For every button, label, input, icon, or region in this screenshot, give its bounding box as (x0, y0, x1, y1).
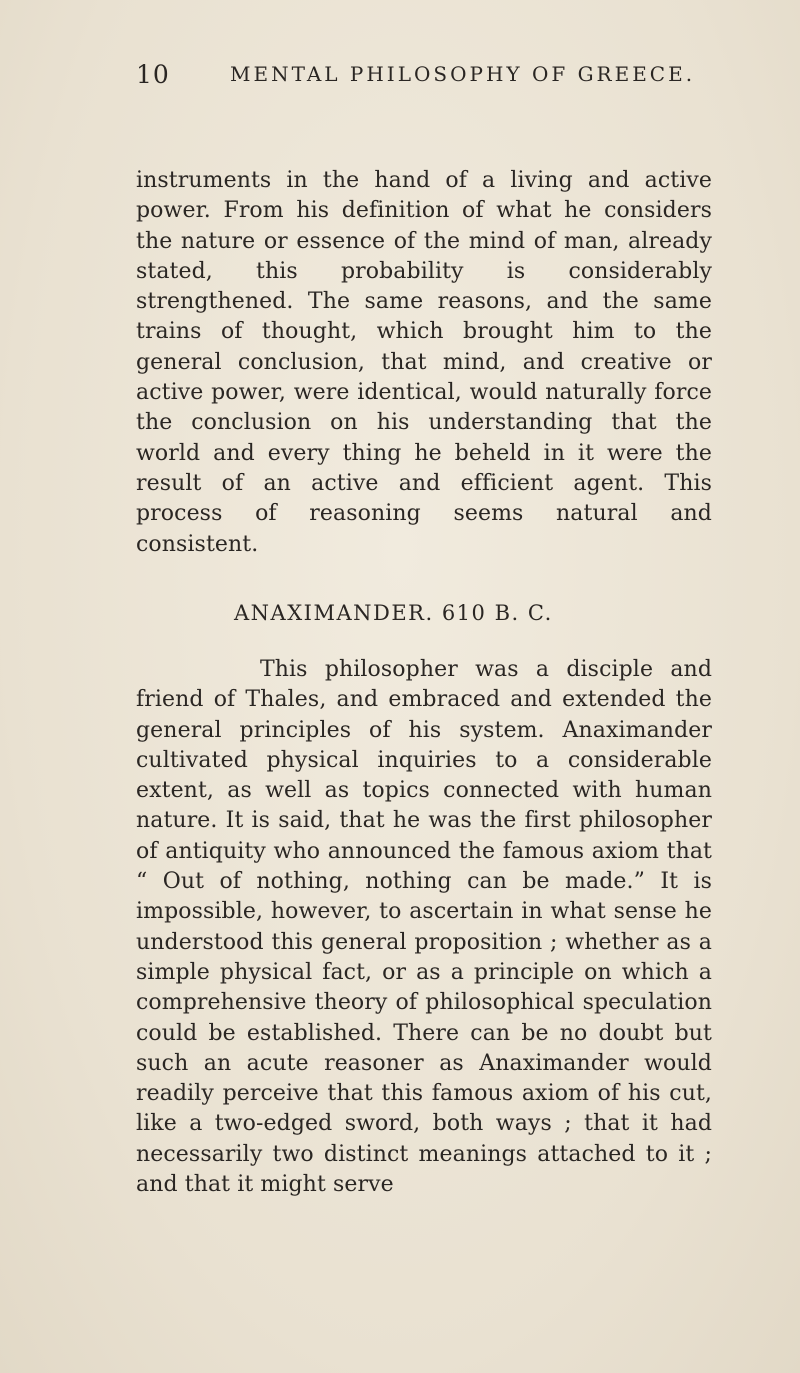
paragraph-continued: instruments in the hand of a living and active power. From his definition of what he considers the nature or essence of the mind of man, already stated, this probability is considerably strengthened. The same reasons, and the same trains of thought, which brought him to the general conclusion, that mind, and creative or active power, were identical, would naturally force the conclusion on his understanding that the world and every thing he beheld in it were the result of an active and efficient agent. This process of reasoning seems natural and consistent. (136, 168, 712, 557)
running-head (136, 60, 716, 100)
running-title: MENTAL PHILOSOPHY OF GREECE. (230, 62, 696, 86)
section-heading: ANAXIMANDER. 610 B. C. (234, 601, 553, 625)
page-number: 10 (136, 60, 170, 89)
paragraph-anaximander: This philosopher was a disciple and friend of Thales, and embraced and extended the general principles of his system. Anaximander cultivated physical inquiries to a considerable extent, as well as topics connected with human nature. It is said, that he was the first philosopher of antiquity who announced the famous axiom that “ Out of nothing, nothing can be made.” It is impossible, however, to ascertain in what sense he understood this general proposition ; whether as a simple physical fact, or as a principle on which a comprehensive theory of philosophical speculation could be established. There can be no doubt but such an acute reasoner as Anaximander would readily perceive that this famous axiom of his cut, like a two-edged sword, both ways ; that it had necessarily two distinct meanings attached to it ; and that it might serve (136, 657, 712, 1198)
